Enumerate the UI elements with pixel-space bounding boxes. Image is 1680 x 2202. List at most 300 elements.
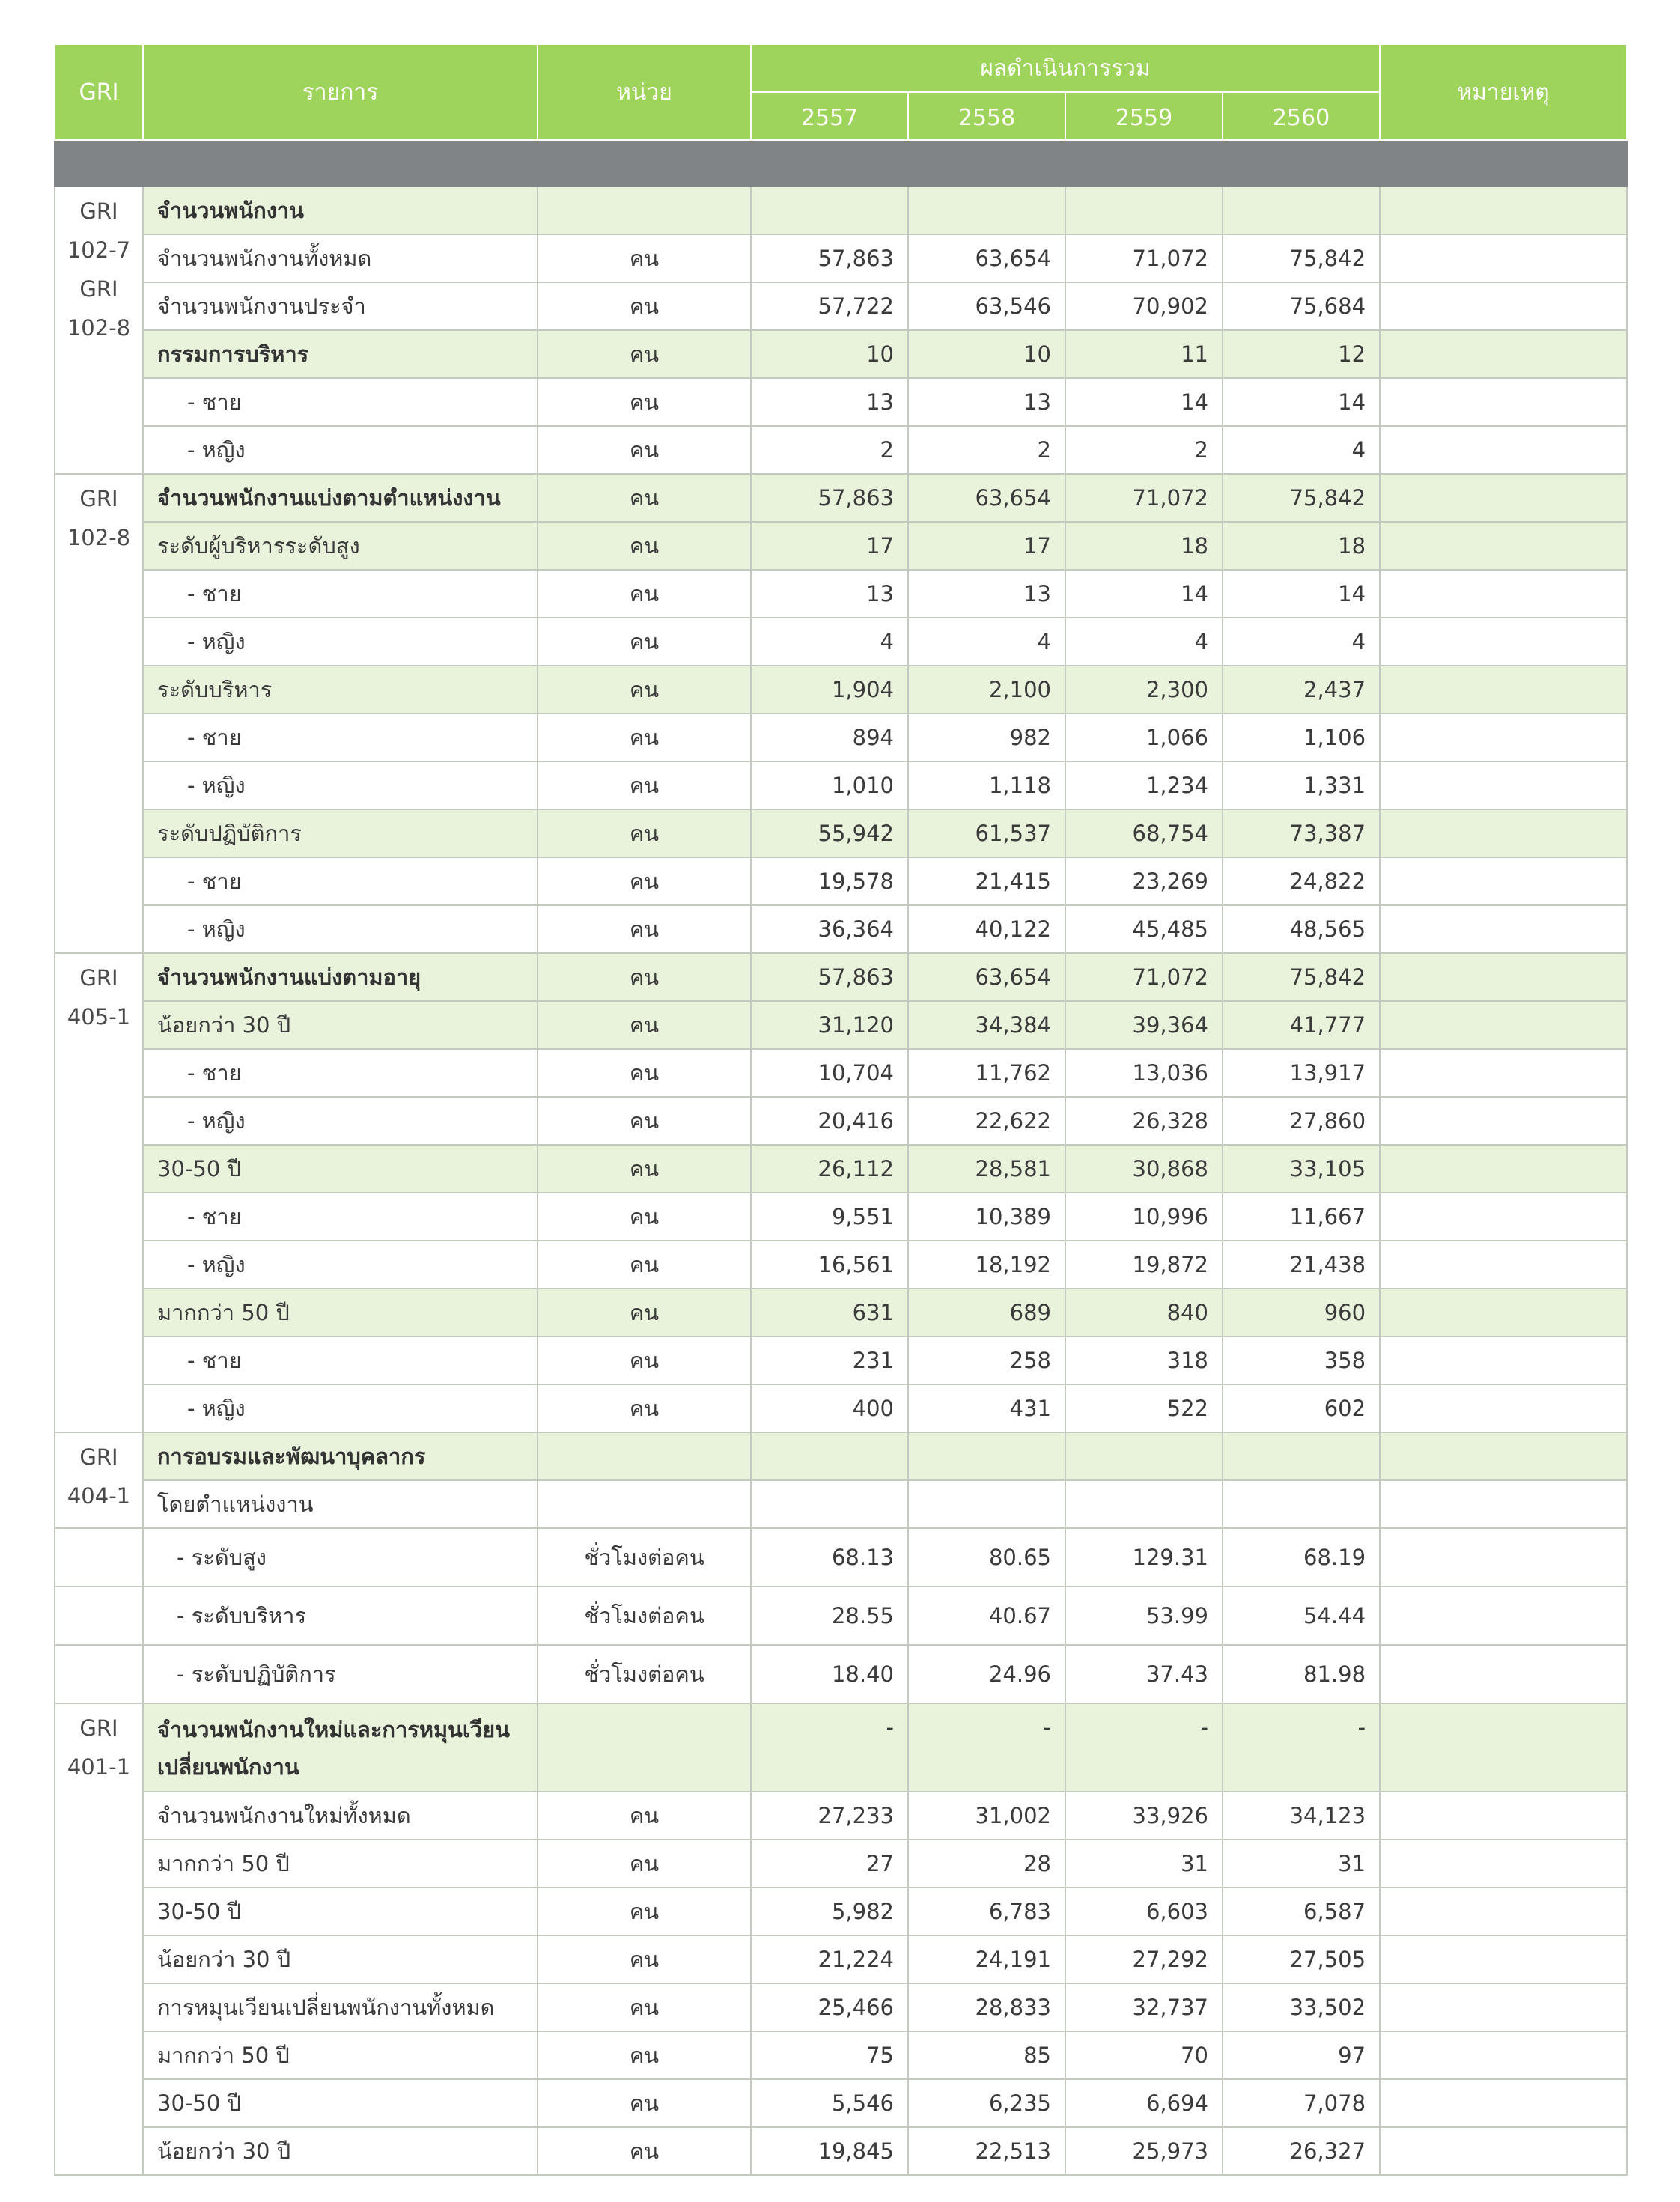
header-year: 2560 [1223, 92, 1380, 140]
table-header [55, 44, 1627, 140]
gri-code-cell [55, 186, 143, 474]
value-cell [908, 186, 1065, 234]
note-cell [1380, 1336, 1627, 1384]
value-cell [908, 1432, 1065, 1480]
table-row [55, 761, 1627, 809]
item-label: จำนวนพนักงานใหม่ทั้งหมด [143, 1792, 538, 1840]
value-cell [1065, 186, 1223, 234]
table-row [55, 905, 1627, 953]
value-cell: 5,982 [751, 1888, 908, 1935]
item-label: - ระดับบริหาร [143, 1587, 538, 1645]
unit-cell: คน [538, 1097, 751, 1145]
item-label: น้อยกว่า 30 ปี [143, 1001, 538, 1049]
value-cell [751, 1432, 908, 1480]
value-cell: 26,328 [1065, 1097, 1223, 1145]
unit-cell: คน [538, 570, 751, 618]
value-cell: 1,118 [908, 761, 1065, 809]
value-cell: 522 [1065, 1384, 1223, 1432]
header-year: 2559 [1065, 92, 1223, 140]
value-cell: 689 [908, 1289, 1065, 1336]
value-cell: 40.67 [908, 1587, 1065, 1645]
value-cell: 10 [908, 330, 1065, 378]
value-cell [908, 1480, 1065, 1528]
value-cell: 14 [1223, 570, 1380, 618]
unit-cell [538, 186, 751, 234]
value-cell: 358 [1223, 1336, 1380, 1384]
table-row [55, 1480, 1627, 1528]
unit-cell: คน [538, 474, 751, 522]
table-row [55, 378, 1627, 426]
value-cell: 80.65 [908, 1528, 1065, 1587]
item-label: - ชาย [143, 714, 538, 761]
value-cell: 70 [1065, 2031, 1223, 2079]
unit-cell [538, 1480, 751, 1528]
table-body [55, 140, 1627, 2175]
unit-cell: คน [538, 1193, 751, 1241]
value-cell: 602 [1223, 1384, 1380, 1432]
value-cell: 68.19 [1223, 1528, 1380, 1587]
value-cell: 27,292 [1065, 1935, 1223, 1983]
value-cell: 2,437 [1223, 666, 1380, 714]
value-cell: 129.31 [1065, 1528, 1223, 1587]
gri-code-cell [55, 1432, 143, 1528]
unit-cell: คน [538, 1792, 751, 1840]
value-cell: 57,722 [751, 282, 908, 330]
table-row [55, 2079, 1627, 2127]
value-cell: 75,842 [1223, 474, 1380, 522]
value-cell: 10,996 [1065, 1193, 1223, 1241]
value-cell: 18 [1065, 522, 1223, 570]
table-row [55, 1336, 1627, 1384]
table-row [55, 1645, 1627, 1703]
gri-code-cell [55, 1703, 143, 2175]
note-cell [1380, 1289, 1627, 1336]
item-label: การอบรมและพัฒนาบุคลากร [143, 1432, 538, 1480]
note-cell [1380, 186, 1627, 234]
table-row [55, 618, 1627, 666]
value-cell [1223, 186, 1380, 234]
value-cell: 63,654 [908, 234, 1065, 282]
value-cell: 17 [751, 522, 908, 570]
unit-cell: คน [538, 1384, 751, 1432]
value-cell: 45,485 [1065, 905, 1223, 953]
value-cell: 10,389 [908, 1193, 1065, 1241]
value-cell: 25,973 [1065, 2127, 1223, 2175]
unit-cell: คน [538, 426, 751, 474]
note-cell [1380, 2127, 1627, 2175]
value-cell: 4 [908, 618, 1065, 666]
item-label: - ระดับปฏิบัติการ [143, 1645, 538, 1703]
value-cell: 75,842 [1223, 234, 1380, 282]
note-cell [1380, 953, 1627, 1001]
item-label: มากกว่า 50 ปี [143, 1840, 538, 1888]
table-row [55, 234, 1627, 282]
note-cell [1380, 474, 1627, 522]
header-note: หมายเหตุ [1380, 44, 1627, 140]
value-cell: 22,622 [908, 1097, 1065, 1145]
unit-cell: ชั่วโมงต่อคน [538, 1645, 751, 1703]
value-cell: 53.99 [1065, 1587, 1223, 1645]
value-cell: 71,072 [1065, 953, 1223, 1001]
header-results: ผลดำเนินการรวม [751, 44, 1380, 92]
item-label: 30-50 ปี [143, 2079, 538, 2127]
table-row [55, 1193, 1627, 1241]
item-label: มากกว่า 50 ปี [143, 1289, 538, 1336]
unit-cell: คน [538, 761, 751, 809]
table-row [55, 1289, 1627, 1336]
note-cell [1380, 1888, 1627, 1935]
gri-code: GRI [79, 198, 118, 224]
gri-code-cell [55, 1645, 143, 1703]
table-row [55, 1528, 1627, 1587]
value-cell: - [908, 1703, 1065, 1792]
table-row [55, 1792, 1627, 1840]
value-cell: 57,863 [751, 953, 908, 1001]
value-cell: 28.55 [751, 1587, 908, 1645]
note-cell [1380, 1935, 1627, 1983]
value-cell: 85 [908, 2031, 1065, 2079]
employee-data-table-wrapper [54, 43, 1626, 2176]
note-cell [1380, 234, 1627, 282]
note-cell [1380, 714, 1627, 761]
value-cell: - [1065, 1703, 1223, 1792]
header-unit: หน่วย [538, 44, 751, 140]
unit-cell: คน [538, 666, 751, 714]
gri-code-cell [55, 1528, 143, 1587]
note-cell [1380, 761, 1627, 809]
table-row [55, 474, 1627, 522]
value-cell: 14 [1065, 570, 1223, 618]
value-cell: 81.98 [1223, 1645, 1380, 1703]
item-label: มากกว่า 50 ปี [143, 2031, 538, 2079]
table-row [55, 1241, 1627, 1289]
gri-code-cell [55, 953, 143, 1432]
employee-data-table [54, 43, 1628, 2176]
item-label: จำนวนพนักงานแบ่งตามอายุ [143, 953, 538, 1001]
note-cell [1380, 1480, 1627, 1528]
value-cell: 22,513 [908, 2127, 1065, 2175]
unit-cell: คน [538, 378, 751, 426]
value-cell: 18 [1223, 522, 1380, 570]
value-cell: 431 [908, 1384, 1065, 1432]
gri-code: 102-8 [67, 315, 131, 341]
unit-cell: คน [538, 1888, 751, 1935]
value-cell: 63,546 [908, 282, 1065, 330]
value-cell: 57,863 [751, 234, 908, 282]
gri-code: 102-7 [67, 237, 131, 263]
table-row [55, 1145, 1627, 1193]
unit-cell: คน [538, 1001, 751, 1049]
note-cell [1380, 426, 1627, 474]
table-row [55, 809, 1627, 857]
item-label: จำนวนพนักงาน [143, 186, 538, 234]
item-label: - ชาย [143, 1336, 538, 1384]
value-cell: 1,904 [751, 666, 908, 714]
item-label: - หญิง [143, 618, 538, 666]
value-cell: 63,654 [908, 474, 1065, 522]
value-cell: 28,581 [908, 1145, 1065, 1193]
value-cell: 54.44 [1223, 1587, 1380, 1645]
value-cell [1223, 1480, 1380, 1528]
value-cell: 13,036 [1065, 1049, 1223, 1097]
table-row [55, 1935, 1627, 1983]
value-cell: 41,777 [1223, 1001, 1380, 1049]
value-cell: 13 [751, 570, 908, 618]
note-cell [1380, 618, 1627, 666]
value-cell: 6,783 [908, 1888, 1065, 1935]
value-cell: 71,072 [1065, 474, 1223, 522]
value-cell: 6,694 [1065, 2079, 1223, 2127]
unit-cell: คน [538, 905, 751, 953]
table-row [55, 714, 1627, 761]
value-cell: 2 [908, 426, 1065, 474]
value-cell: 13 [908, 570, 1065, 618]
value-cell: 4 [1065, 618, 1223, 666]
value-cell: 4 [1223, 618, 1380, 666]
value-cell: 71,072 [1065, 234, 1223, 282]
item-label: - ชาย [143, 378, 538, 426]
unit-cell: ชั่วโมงต่อคน [538, 1528, 751, 1587]
unit-cell [538, 1432, 751, 1480]
unit-cell: คน [538, 1049, 751, 1097]
value-cell: 14 [1223, 378, 1380, 426]
value-cell: 27 [751, 1840, 908, 1888]
value-cell: 75,684 [1223, 282, 1380, 330]
item-label: ระดับผู้บริหารระดับสูง [143, 522, 538, 570]
unit-cell: คน [538, 1983, 751, 2031]
value-cell: 23,269 [1065, 857, 1223, 905]
value-cell: 28,833 [908, 1983, 1065, 2031]
value-cell: 16,561 [751, 1241, 908, 1289]
value-cell: 318 [1065, 1336, 1223, 1384]
value-cell: 17 [908, 522, 1065, 570]
value-cell: 2 [1065, 426, 1223, 474]
value-cell: 70,902 [1065, 282, 1223, 330]
table-row [55, 1703, 1627, 1792]
item-label: 30-50 ปี [143, 1145, 538, 1193]
header-item: รายการ [143, 44, 538, 140]
value-cell: 40,122 [908, 905, 1065, 953]
value-cell [1223, 1432, 1380, 1480]
value-cell: 2,100 [908, 666, 1065, 714]
table-row [55, 1001, 1627, 1049]
unit-cell: คน [538, 809, 751, 857]
note-cell [1380, 570, 1627, 618]
unit-cell: คน [538, 1935, 751, 1983]
table-row [55, 1840, 1627, 1888]
value-cell: 36,364 [751, 905, 908, 953]
table-row [55, 1049, 1627, 1097]
value-cell: - [751, 1703, 908, 1792]
gri-code: 404-1 [67, 1483, 131, 1509]
note-cell [1380, 2031, 1627, 2079]
value-cell: 2,300 [1065, 666, 1223, 714]
value-cell: 960 [1223, 1289, 1380, 1336]
note-cell [1380, 1097, 1627, 1145]
value-cell: 10 [751, 330, 908, 378]
note-cell [1380, 1145, 1627, 1193]
value-cell: 31 [1065, 1840, 1223, 1888]
value-cell: 9,551 [751, 1193, 908, 1241]
value-cell: 97 [1223, 2031, 1380, 2079]
table-row [55, 426, 1627, 474]
value-cell: 57,863 [751, 474, 908, 522]
item-label: - หญิง [143, 1097, 538, 1145]
gri-code: GRI [79, 1715, 118, 1741]
unit-cell: คน [538, 953, 751, 1001]
value-cell: 27,233 [751, 1792, 908, 1840]
note-cell [1380, 809, 1627, 857]
item-label: จำนวนพนักงานแบ่งตามตำแหน่งงาน [143, 474, 538, 522]
value-cell: 4 [1223, 426, 1380, 474]
note-cell [1380, 522, 1627, 570]
item-label: - ชาย [143, 857, 538, 905]
unit-cell: คน [538, 2079, 751, 2127]
value-cell: 894 [751, 714, 908, 761]
unit-cell: คน [538, 522, 751, 570]
gri-code: GRI [79, 276, 118, 302]
value-cell [751, 186, 908, 234]
value-cell: 31 [1223, 1840, 1380, 1888]
note-cell [1380, 1001, 1627, 1049]
value-cell: 11 [1065, 330, 1223, 378]
unit-cell: คน [538, 714, 751, 761]
value-cell: 982 [908, 714, 1065, 761]
table-row [55, 330, 1627, 378]
item-label: กรรมการบริหาร [143, 330, 538, 378]
table-row [55, 282, 1627, 330]
value-cell: 21,438 [1223, 1241, 1380, 1289]
table-row [55, 953, 1627, 1001]
table-row [55, 666, 1627, 714]
value-cell: 39,364 [1065, 1001, 1223, 1049]
value-cell: 73,387 [1223, 809, 1380, 857]
value-cell: 258 [908, 1336, 1065, 1384]
value-cell: 18,192 [908, 1241, 1065, 1289]
gri-code: 405-1 [67, 1004, 131, 1029]
value-cell [751, 1480, 908, 1528]
value-cell: 631 [751, 1289, 908, 1336]
gri-code-cell [55, 1587, 143, 1645]
note-cell [1380, 1193, 1627, 1241]
value-cell: 24,191 [908, 1935, 1065, 1983]
header-year: 2558 [908, 92, 1065, 140]
unit-cell: คน [538, 234, 751, 282]
item-label: - หญิง [143, 1384, 538, 1432]
note-cell [1380, 857, 1627, 905]
value-cell [1065, 1432, 1223, 1480]
value-cell: 27,860 [1223, 1097, 1380, 1145]
value-cell: 4 [751, 618, 908, 666]
value-cell: 26,112 [751, 1145, 908, 1193]
value-cell: 13 [908, 378, 1065, 426]
value-cell: 18.40 [751, 1645, 908, 1703]
value-cell: 7,078 [1223, 2079, 1380, 2127]
table-row [55, 1983, 1627, 2031]
value-cell: 19,845 [751, 2127, 908, 2175]
note-cell [1380, 1241, 1627, 1289]
unit-cell: คน [538, 618, 751, 666]
gri-code-cell [55, 474, 143, 953]
table-row [55, 857, 1627, 905]
value-cell: 400 [751, 1384, 908, 1432]
item-label: จำนวนพนักงานประจำ [143, 282, 538, 330]
value-cell: 1,066 [1065, 714, 1223, 761]
unit-cell: คน [538, 1336, 751, 1384]
value-cell: 6,235 [908, 2079, 1065, 2127]
header-year: 2557 [751, 92, 908, 140]
value-cell: 33,926 [1065, 1792, 1223, 1840]
value-cell: 2 [751, 426, 908, 474]
value-cell: 12 [1223, 330, 1380, 378]
value-cell: 13 [751, 378, 908, 426]
note-cell [1380, 1645, 1627, 1703]
note-cell [1380, 1983, 1627, 2031]
gri-code: GRI [79, 1444, 118, 1470]
gri-code: GRI [79, 486, 118, 511]
item-label: - ชาย [143, 1193, 538, 1241]
value-cell: 21,224 [751, 1935, 908, 1983]
table-row [55, 522, 1627, 570]
value-cell: 25,466 [751, 1983, 908, 2031]
note-cell [1380, 1703, 1627, 1792]
unit-cell: คน [538, 857, 751, 905]
note-cell [1380, 1840, 1627, 1888]
value-cell: 19,872 [1065, 1241, 1223, 1289]
unit-cell: คน [538, 1241, 751, 1289]
note-cell [1380, 1792, 1627, 1840]
value-cell: 48,565 [1223, 905, 1380, 953]
item-label: จำนวนพนักงานใหม่และการหมุนเวียนเปลี่ยนพนักงาน [143, 1703, 538, 1792]
unit-cell: คน [538, 1145, 751, 1193]
unit-cell: คน [538, 282, 751, 330]
value-cell: 10,704 [751, 1049, 908, 1097]
table-row [55, 1432, 1627, 1480]
item-label: โดยตำแหน่งงาน [143, 1480, 538, 1528]
item-label: - หญิง [143, 905, 538, 953]
note-cell [1380, 1528, 1627, 1587]
item-label: การหมุนเวียนเปลี่ยนพนักงานทั้งหมด [143, 1983, 538, 2031]
unit-cell: คน [538, 2031, 751, 2079]
note-cell [1380, 330, 1627, 378]
unit-cell: คน [538, 1289, 751, 1336]
item-label: - หญิง [143, 1241, 538, 1289]
gri-code: 401-1 [67, 1754, 131, 1780]
table-row [55, 1888, 1627, 1935]
value-cell: 30,868 [1065, 1145, 1223, 1193]
table-row [55, 2031, 1627, 2079]
section-band [55, 140, 1627, 186]
value-cell: 75,842 [1223, 953, 1380, 1001]
item-label: - ระดับสูง [143, 1528, 538, 1587]
table-row [55, 1097, 1627, 1145]
value-cell: 14 [1065, 378, 1223, 426]
header-gri: GRI [55, 44, 143, 140]
item-label: น้อยกว่า 30 ปี [143, 2127, 538, 2175]
value-cell: 1,234 [1065, 761, 1223, 809]
value-cell: 13,917 [1223, 1049, 1380, 1097]
value-cell [1065, 1480, 1223, 1528]
gri-code: GRI [79, 965, 118, 991]
value-cell: 11,762 [908, 1049, 1065, 1097]
value-cell: 6,603 [1065, 1888, 1223, 1935]
value-cell: 33,502 [1223, 1983, 1380, 2031]
note-cell [1380, 1587, 1627, 1645]
item-label: ระดับปฏิบัติการ [143, 809, 538, 857]
value-cell: 34,384 [908, 1001, 1065, 1049]
table-row [55, 2127, 1627, 2175]
item-label: น้อยกว่า 30 ปี [143, 1935, 538, 1983]
